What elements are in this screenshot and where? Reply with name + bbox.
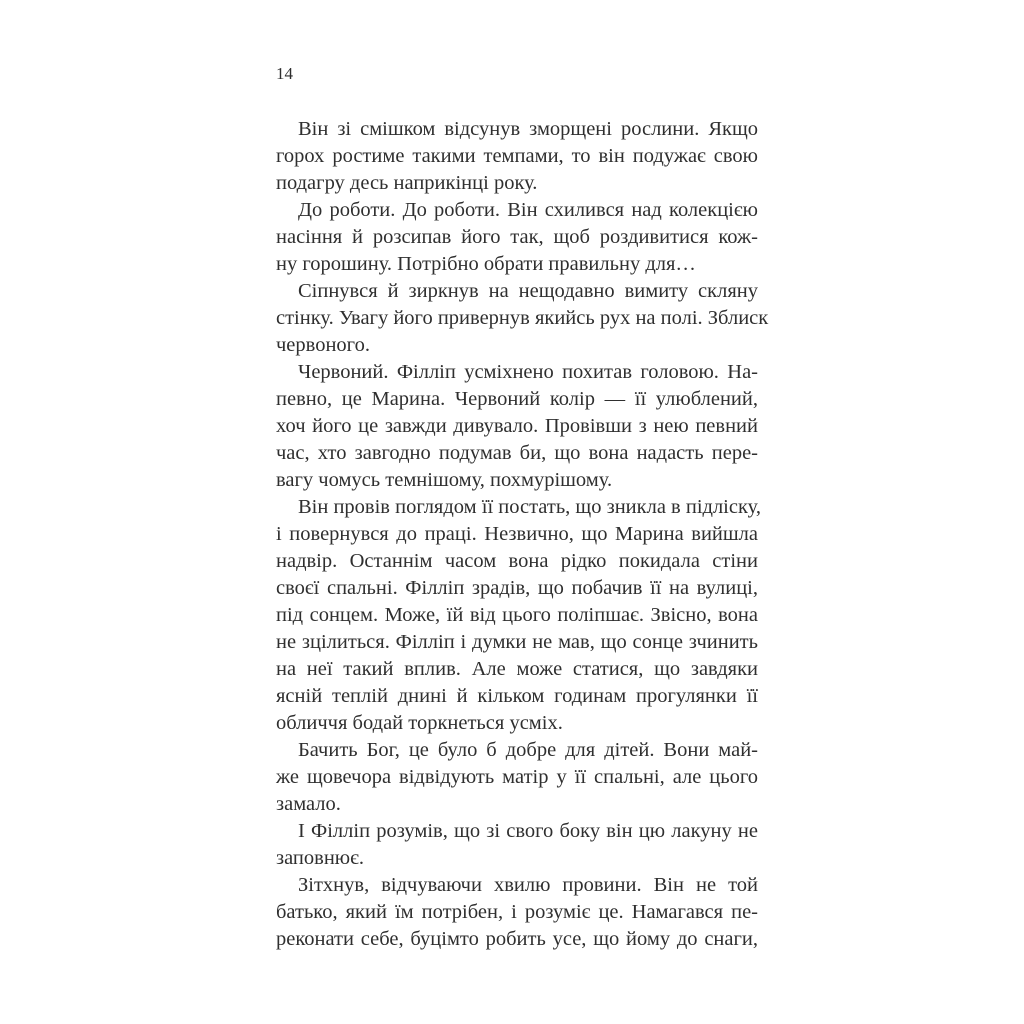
text-line: Червоний. Філліп усміхнено похитав головою. На- (298, 361, 758, 383)
text-line: подагру десь наприкінці року. (276, 172, 538, 194)
text-line: не зцілиться. Філліп і думки не мав, що сонце зчинить (276, 631, 758, 653)
text-line: ну горошину. Потрібно обрати правильну для… (276, 253, 696, 275)
text-line: Бачить Бог, це було б добре для дітей. Вони май- (298, 739, 758, 761)
paragraph (276, 278, 769, 359)
text-line: І Філліп розумів, що зі свого боку він цю лакуну не (298, 820, 758, 842)
text-line: і повернувся до праці. Незвично, що Марина вийшла (276, 523, 758, 545)
text-line: батько, який їм потрібен, і розуміє це. Намагався пе- (276, 901, 758, 923)
text-line: під сонцем. Може, їй від цього поліпшає. Звісно, вона (276, 604, 758, 626)
text-line: обличчя бодай торкнеться усміх. (276, 712, 563, 734)
text-line: певно, це Марина. Червоний колір — її улюблений, (276, 388, 758, 410)
text-line: же щовечора відвідують матір у її спальні, але цього (276, 766, 758, 788)
text-line: час, хто завгодно подумав би, що вона надасть пере- (276, 442, 758, 464)
paragraph (276, 818, 758, 872)
text-line: Сіпнувся й зиркнув на нещодавно вимиту скляну (298, 280, 758, 302)
text-line: вагу чомусь темнішому, похмурішому. (276, 469, 613, 491)
paragraph (276, 737, 758, 818)
page-number: 14 (276, 64, 293, 83)
text-line: Він зі смішком відсунув зморщені рослини. Якщо (298, 118, 758, 140)
body-text (276, 116, 769, 953)
text-line: Зітхнув, відчуваючи хвилю провини. Він не той (298, 874, 758, 896)
paragraph (276, 116, 758, 197)
text-line: надвір. Останнім часом вона рідко покидала стіни (276, 550, 758, 572)
text-line: горох ростиме такими темпами, то він подужає свою (276, 145, 758, 167)
text-line: замало. (276, 793, 341, 815)
paragraph (276, 494, 761, 737)
text-line: на неї такий вплив. Але може статися, що завдяки (276, 658, 758, 680)
text-line: стінку. Увагу його привернув якийсь рух на полі. Зблиск (276, 307, 769, 329)
text-line: Він провів поглядом її постать, що зникла в підліску, (298, 496, 761, 518)
paragraph (276, 197, 758, 278)
text-line: червоного. (276, 334, 370, 356)
text-line: своєї спальні. Філліп зрадів, що побачив її на вулиці, (276, 577, 758, 599)
paragraph (276, 359, 758, 494)
text-line: ясній теплій днині й кільком годинам прогулянки її (276, 685, 758, 707)
text-line: хоч його це завжди дивувало. Провівши з нею певний (276, 415, 758, 437)
text-line: заповнює. (276, 847, 365, 869)
text-line: До роботи. До роботи. Він схилився над колекцією (298, 199, 758, 221)
paragraph (276, 872, 758, 953)
text-line: насіння й розсипав його так, щоб роздивитися кож- (276, 226, 758, 248)
text-line: реконати себе, буцімто робить усе, що йому до снаги, (276, 928, 758, 950)
